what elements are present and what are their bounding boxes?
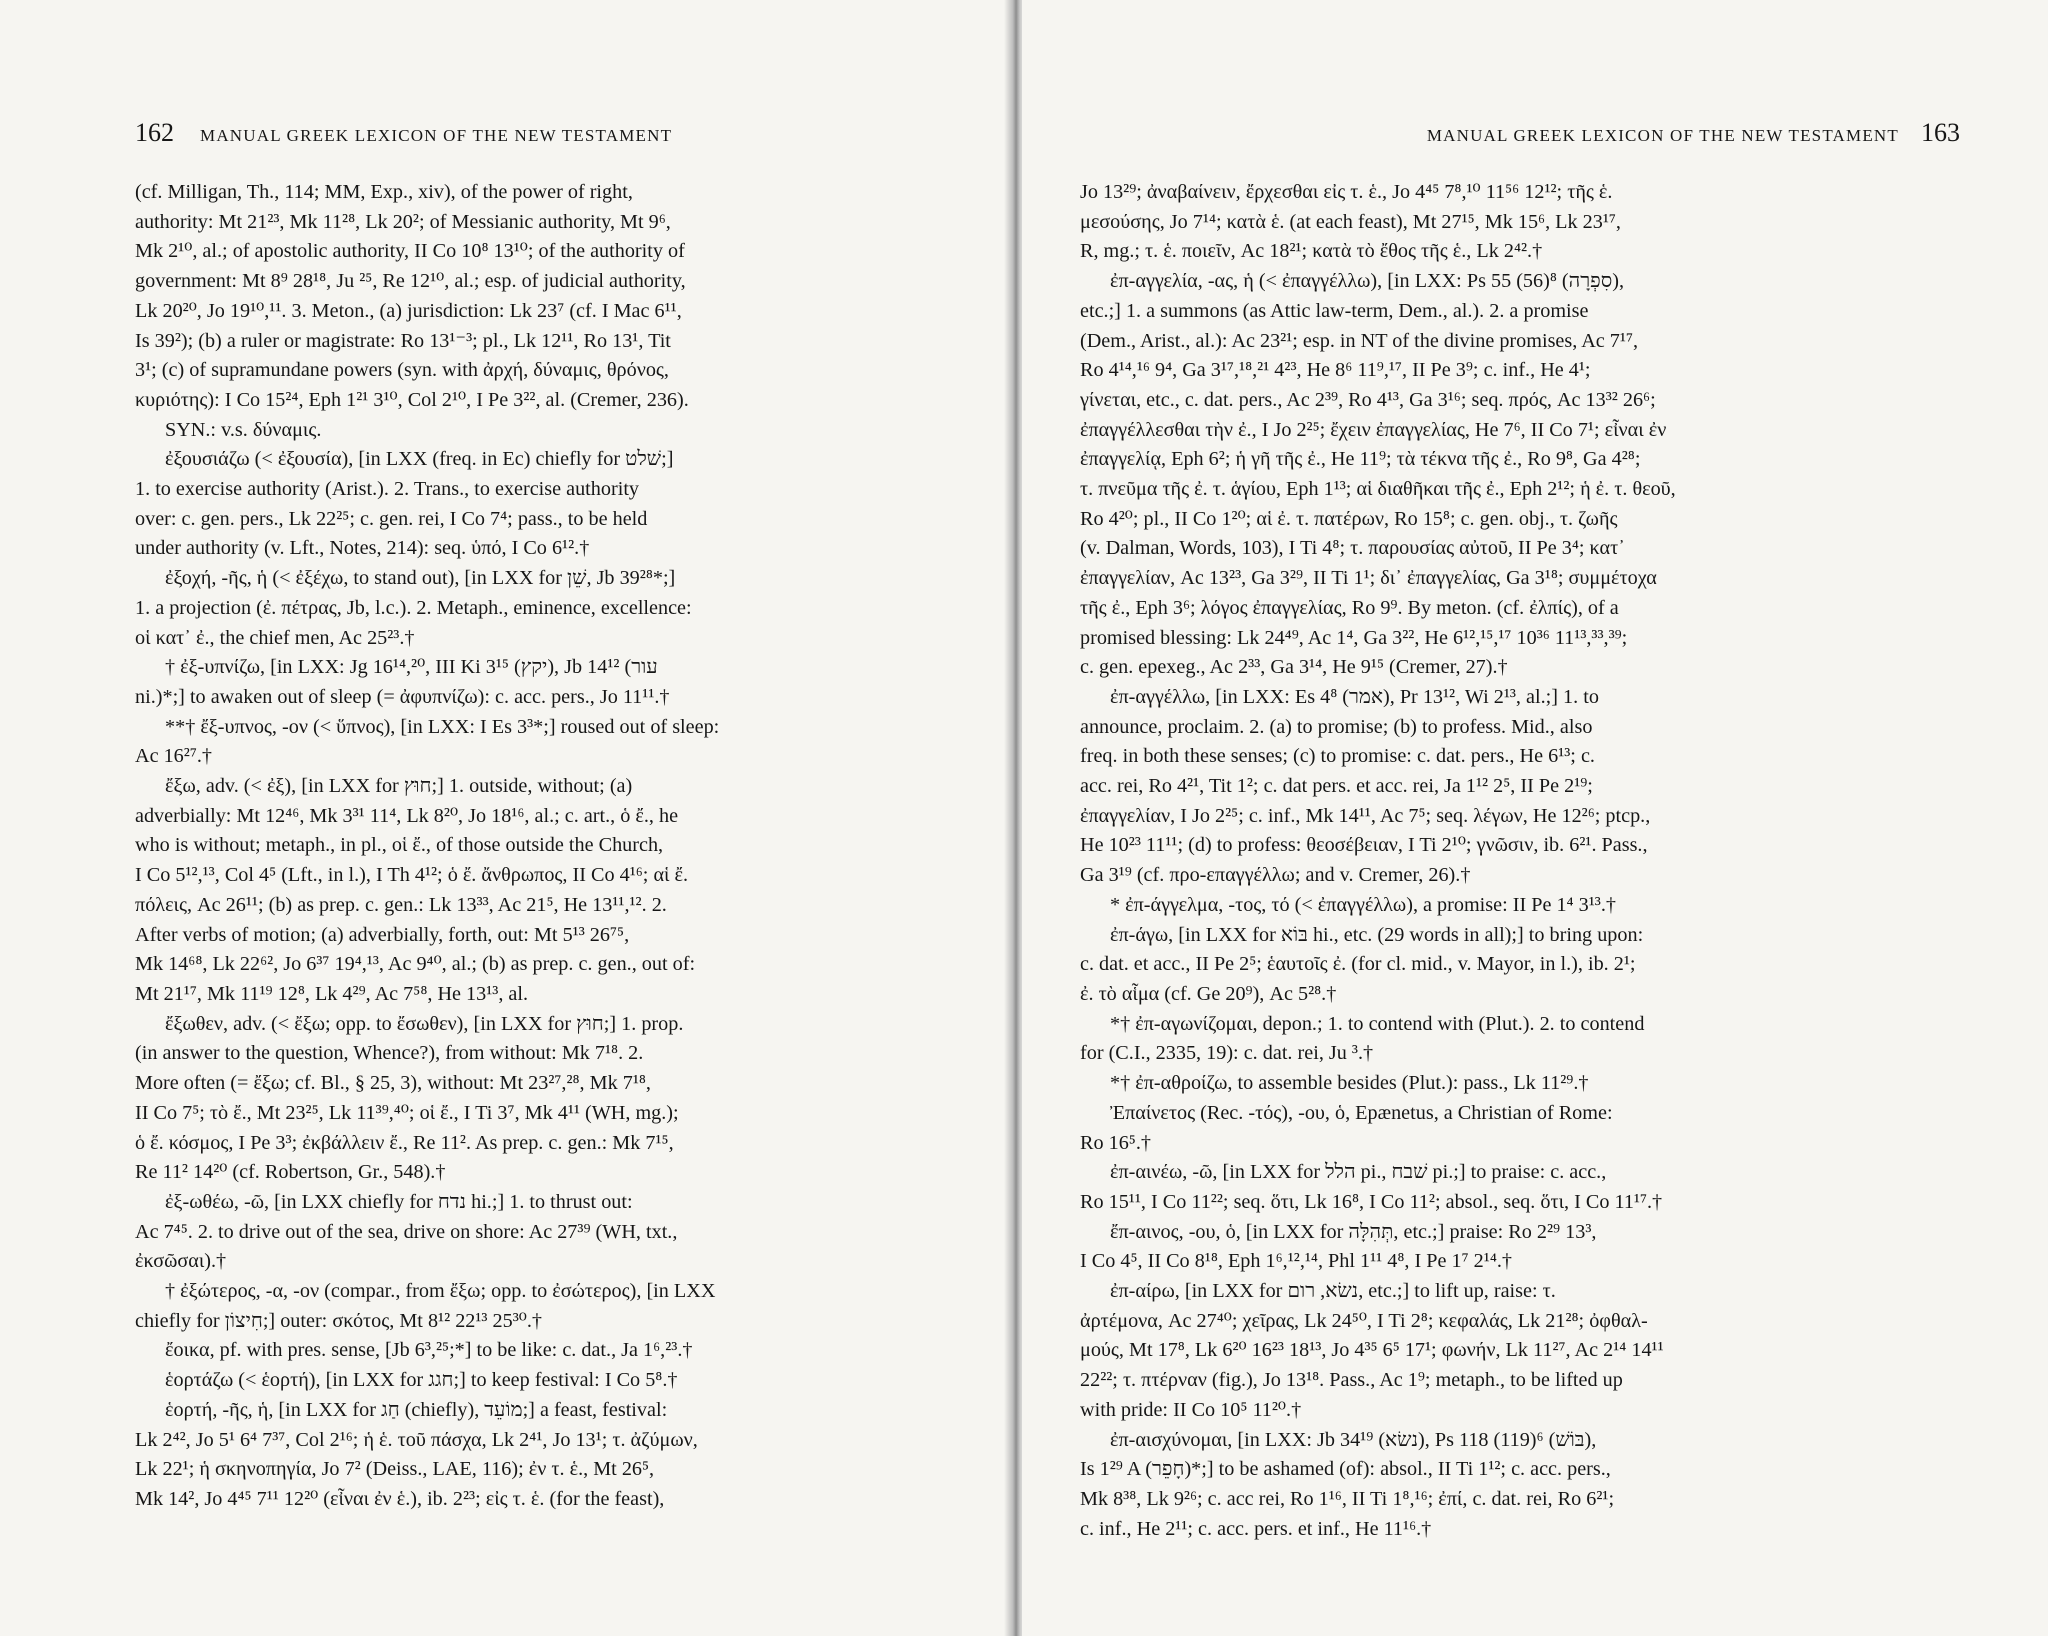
text-line: ἔξω, adv. (< ἐξ), [in LXX for חוּץ;] 1. outside, without; (a)	[165, 775, 633, 798]
text-line: over: c. gen. pers., Lk 22²⁵; c. gen. rei, I Co 7⁴; pass., to be held	[135, 507, 648, 530]
text-line: ἐπαγγελίαν, I Jo 2²⁵; c. inf., Mk 14¹¹, Ac 7⁵; seq. λέγων, He 12²⁶; ptcp.,	[1080, 804, 1651, 827]
text-line: He 10²³ 11¹¹; (d) to profess: θεοσέβειαν, I Ti 2¹⁰; γνῶσιν, ib. 6²¹. Pass.,	[1080, 834, 1648, 857]
text-line: I Co 4⁵, II Co 8¹⁸, Eph 1⁶,¹²,¹⁴, Phl 1¹¹ 4⁸, I Pe 1⁷ 2¹⁴.†	[1080, 1250, 1513, 1273]
right-running-head	[1080, 118, 1960, 160]
right-running-title: MANUAL GREEK LEXICON OF THE NEW TESTAMENT	[1426, 126, 1899, 145]
text-line: who is without; metaph., in pl., οἱ ἔ., of those outside the Church,	[135, 834, 664, 857]
text-line: **† ἔξ-υπνος, -ον (< ὕπνος), [in LXX: I Es 3³*;] roused out of sleep:	[165, 715, 720, 738]
left-page-number: 162	[135, 118, 174, 147]
text-line: II Co 7⁵; τὸ ἔ., Mt 23²⁵, Lk 11³⁹,⁴⁰; οἱ ἔ., I Ti 3⁷, Mk 4¹¹ (WH, mg.);	[135, 1101, 679, 1124]
text-line: I Co 5¹²,¹³, Col 4⁵ (Lft., in l.), I Th 4¹²; ὁ ἔ. ἄνθρωπος, II Co 4¹⁶; αἱ ἔ.	[135, 864, 689, 887]
text-line: More often (= ἔξω; cf. Bl., § 25, 3), without: Mt 23²⁷,²⁸, Mk 7¹⁸,	[135, 1072, 651, 1095]
text-line: Ac 7⁴⁵. 2. to drive out of the sea, drive on shore: Ac 27³⁹ (WH, txt.,	[135, 1220, 678, 1243]
text-line: κυριότης): I Co 15²⁴, Eph 1²¹ 3¹⁰, Col 2¹⁰, I Pe 3²², al. (Cremer, 236).	[135, 388, 689, 411]
text-line: ἐπ-αισχύνομαι, [in LXX: Jb 34¹⁹ (נשׂא), Ps 118 (119)⁶ (בּוֹשׁ),	[1110, 1428, 1597, 1451]
text-line: ni.)*;] to awaken out of sleep (= ἀφυπνίζω): c. acc. pers., Jo 11¹¹.†	[135, 685, 670, 708]
text-line: Mk 8³⁸, Lk 9²⁶; c. acc rei, Ro 1¹⁶, II Ti 1⁸,¹⁶; ἐπί, c. dat. rei, Ro 6²¹;	[1080, 1487, 1615, 1510]
text-line: μεσούσης, Jo 7¹⁴; κατὰ ἑ. (at each feast), Mt 27¹⁵, Mk 15⁶, Lk 23¹⁷,	[1080, 210, 1621, 233]
right-page-text	[1080, 178, 1960, 1544]
text-line: ἐξοχή, -ῆς, ἡ (< ἐξέχω, to stand out), [in LXX for שֵׁן, Jb 39²⁸*;]	[165, 567, 676, 590]
right-page-number: 163	[1921, 118, 1960, 147]
text-line: ἐπαγγελίᾳ, Eph 6²; ἡ γῆ τῆς ἐ., He 11⁹; τὰ τέκνα τῆς ἐ., Ro 9⁸, Ga 4²⁸;	[1080, 448, 1641, 471]
text-line: ἔοικα, pf. with pres. sense, [Jb 6³,²⁵;*] to be like: c. dat., Ja 1⁶,²³.†	[165, 1339, 693, 1362]
text-line: for (C.I., 2335, 19): c. dat. rei, Ju ³.†	[1080, 1042, 1374, 1065]
text-line: c. gen. epexeg., Ac 2³³, Ga 3¹⁴, He 9¹⁵ (Cremer, 27).†	[1080, 656, 1508, 679]
text-line: under authority (v. Lft., Notes, 214): seq. ὑπό, I Co 6¹².†	[135, 537, 590, 560]
text-line: Lk 2⁴², Jo 5¹ 6⁴ 7³⁷, Col 2¹⁶; ἡ ἑ. τοῦ πάσχα, Lk 2⁴¹, Jo 13¹; τ. ἀζύμων,	[135, 1428, 698, 1451]
text-line: announce, proclaim. 2. (a) to promise; (b) to profess. Mid., also	[1080, 715, 1593, 738]
text-line: SYN.: v.s. δύναμις.	[165, 418, 322, 441]
text-line: ἑορτάζω (< ἑορτή), [in LXX for חגג;] to keep festival: I Co 5⁸.†	[165, 1369, 678, 1392]
left-page	[0, 0, 1012, 1636]
text-line: ἔπ-αινος, -ου, ὁ, [in LXX for תְּהִלָּה, etc.;] praise: Ro 2²⁹ 13³,	[1110, 1220, 1597, 1243]
text-line: τ. πνεῦμα τῆς ἐ. τ. ἁγίου, Eph 1¹³; αἱ διαθῆκαι τῆς ἐ., Eph 2¹²; ἡ ἐ. τ. θεοῦ,	[1080, 478, 1676, 501]
text-line: μούς, Mt 17⁸, Lk 6²⁰ 16²³ 18¹³, Jo 4³⁵ 6⁵ 17¹; φωνήν, Lk 11²⁷, Ac 2¹⁴ 14¹¹	[1080, 1339, 1664, 1362]
text-line: γίνεται, etc., c. dat. pers., Ac 2³⁹, Ro 4¹³, Ga 3¹⁶; seq. πρός, Ac 13³² 26⁶;	[1080, 388, 1656, 411]
text-line: (in answer to the question, Whence?), from without: Mk 7¹⁸. 2.	[135, 1042, 644, 1065]
text-line: ἀρτέμονα, Ac 27⁴⁰; χεῖρας, Lk 24⁵⁰, I Ti 2⁸; κεφαλάς, Lk 21²⁸; ὀφθαλ-	[1080, 1309, 1648, 1332]
text-line: c. inf., He 2¹¹; c. acc. pers. et inf., He 11¹⁶.†	[1080, 1517, 1432, 1540]
text-line: etc.;] 1. a summons (as Attic law-term, Dem., al.). 2. a promise	[1080, 299, 1589, 322]
text-line: Is 1²⁹ A (חָפֵר)*;] to be ashamed (of): absol., II Ti 1¹²; c. acc. pers.,	[1080, 1458, 1611, 1481]
left-running-head	[135, 118, 960, 160]
text-line: c. dat. et acc., II Pe 2⁵; ἑαυτοῖς ἐ. (for cl. mid., v. Mayor, in l.), ib. 2¹;	[1080, 953, 1636, 976]
right-page	[1022, 0, 2048, 1636]
text-line: † ἐξώτερος, -α, -ον (compar., from ἔξω; opp. to ἐσώτερος), [in LXX	[165, 1280, 716, 1303]
text-line: After verbs of motion; (a) adverbially, forth, out: Mt 5¹³ 26⁷⁵,	[135, 923, 630, 946]
text-line: Mk 2¹⁰, al.; of apostolic authority, II Co 10⁸ 13¹⁰; of the authority of	[135, 240, 685, 263]
text-line: ἑορτή, -ῆς, ἡ, [in LXX for חַג (chiefly), מוֹעֵד;] a feast, festival:	[165, 1398, 668, 1421]
text-line: chiefly for חִיצוֹן;] outer: σκότος, Mt 8¹² 22¹³ 25³⁰.†	[135, 1309, 543, 1332]
text-line: 1. a projection (ἐ. πέτρας, Jb, l.c.). 2. Metaph., eminence, excellence:	[135, 596, 692, 619]
text-line: † ἐξ-υπνίζω, [in LXX: Jg 16¹⁴,²⁰, III Ki 3¹⁵ (יקץ), Jb 14¹² (עור	[165, 656, 658, 679]
text-line: *† ἐπ-αθροίζω, to assemble besides (Plut.): pass., Lk 11²⁹.†	[1110, 1072, 1589, 1095]
text-line: Mt 21¹⁷, Mk 11¹⁹ 12⁸, Lk 4²⁹, Ac 7⁵⁸, He 13¹³, al.	[135, 982, 529, 1005]
text-line: ἔξωθεν, adv. (< ἔξω; opp. to ἔσωθεν), [in LXX for חוּץ;] 1. prop.	[165, 1012, 684, 1035]
text-line: ἐκσῶσαι).†	[135, 1250, 227, 1273]
text-line: Mk 14², Jo 4⁴⁵ 7¹¹ 12²⁰ (εἶναι ἐν ἑ.), ib. 2²³; εἰς τ. ἑ. (for the feast),	[135, 1487, 665, 1510]
text-line: Jo 13²⁹; ἀναβαίνειν, ἔρχεσθαι εἰς τ. ἑ., Jo 4⁴⁵ 7⁸,¹⁰ 11⁵⁶ 12¹²; τῆς ἑ.	[1080, 181, 1613, 203]
text-line: freq. in both these senses; (c) to promise: c. dat. pers., He 6¹³; c.	[1080, 745, 1595, 768]
text-line: Ro 15¹¹, I Co 11²²; seq. ὅτι, Lk 16⁸, I Co 11²; absol., seq. ὅτι, I Co 11¹⁷.†	[1080, 1190, 1663, 1213]
text-line: * ἐπ-άγγελμα, -τος, τό (< ἐπαγγέλλω), a promise: II Pe 1⁴ 3¹³.†	[1110, 893, 1616, 916]
text-line: ἐπ-αίρω, [in LXX for נשׂא, רום, etc.;] to lift up, raise: τ.	[1110, 1280, 1556, 1303]
text-line: ἐπ-αγγέλλω, [in LXX: Es 4⁸ (אמר), Pr 13¹², Wi 2¹³, al.;] 1. to	[1110, 685, 1599, 708]
text-line: (v. Dalman, Words, 103), I Ti 4⁸; τ. παρουσίας αὐτοῦ, II Pe 3⁴; κατ᾽	[1080, 537, 1625, 560]
text-line: (cf. Milligan, Th., 114; MM, Exp., xiv), of the power of right,	[135, 181, 633, 203]
text-line: Is 39²); (b) a ruler or magistrate: Ro 13¹⁻³; pl., Lk 12¹¹, Ro 13¹, Tit	[135, 329, 671, 352]
text-line: 3¹; (c) of supramundane powers (syn. with ἀρχή, δύναμις, θρόνος,	[135, 359, 669, 382]
text-line: Lk 20²⁰, Jo 19¹⁰,¹¹. 3. Meton., (a) jurisdiction: Lk 23⁷ (cf. I Mac 6¹¹,	[135, 299, 682, 322]
left-page-text	[135, 178, 960, 1515]
text-line: Lk 22¹; ἡ σκηνοπηγία, Jo 7² (Deiss., LAE, 116); ἐν τ. ἑ., Mt 26⁵,	[135, 1458, 655, 1481]
text-line: with pride: II Co 10⁵ 11²⁰.†	[1080, 1398, 1302, 1421]
text-line: Ac 16²⁷.†	[135, 745, 213, 768]
text-line: Re 11² 14²⁰ (cf. Robertson, Gr., 548).†	[135, 1161, 446, 1184]
text-line: ἐξ-ωθέω, -ῶ, [in LXX chiefly for נדח hi.;] 1. to thrust out:	[165, 1190, 633, 1213]
text-line: ἐ. τὸ αἷμα (cf. Ge 20⁹), Ac 5²⁸.†	[1080, 982, 1337, 1005]
text-line: ὁ ἔ. κόσμος, I Pe 3³; ἐκβάλλειν ἔ., Re 11². As prep. c. gen.: Mk 7¹⁵,	[135, 1131, 674, 1154]
text-line: πόλεις, Ac 26¹¹; (b) as prep. c. gen.: Lk 13³³, Ac 21⁵, He 13¹¹,¹². 2.	[135, 893, 667, 916]
text-line: Ro 4¹⁴,¹⁶ 9⁴, Ga 3¹⁷,¹⁸,²¹ 4²³, He 8⁶ 11⁹,¹⁷, II Pe 3⁹; c. inf., He 4¹;	[1080, 359, 1591, 382]
text-line: (Dem., Arist., al.): Ac 23²¹; esp. in NT of the divine promises, Ac 7¹⁷,	[1080, 329, 1639, 352]
text-line: Mk 14⁶⁸, Lk 22⁶², Jo 6³⁷ 19⁴,¹³, Ac 9⁴⁰, al.; (b) as prep. c. gen., out of:	[135, 953, 696, 976]
text-line: ἐπ-αγγελία, -ας, ἡ (< ἐπαγγέλλω), [in LXX: Ps 55 (56)⁸ (סִפְרָה),	[1110, 270, 1625, 293]
text-line: government: Mt 8⁹ 28¹⁸, Ju ²⁵, Re 12¹⁰, al.; esp. of judicial authority,	[135, 270, 686, 293]
text-line: ἐπαγγελίαν, Ac 13²³, Ga 3²⁹, II Ti 1¹; δι᾽ ἐπαγγελίας, Ga 3¹⁸; συμμέτοχα	[1080, 567, 1657, 590]
text-line: Ro 4²⁰; pl., II Co 1²⁰; αἱ ἐ. τ. πατέρων, Ro 15⁸; c. gen. obj., τ. ζωῆς	[1080, 507, 1618, 530]
text-line: 22²²; τ. πτέρναν (fig.), Jo 13¹⁸. Pass., Ac 1⁹; metaph., to be lifted up	[1080, 1369, 1623, 1392]
text-line: ἐπαγγέλλεσθαι τὴν ἐ., I Jo 2²⁵; ἔχειν ἐπαγγελίας, He 7⁶, II Co 7¹; εἶναι ἐν	[1080, 418, 1667, 441]
text-line: ἐπ-άγω, [in LXX for בּוֹא hi., etc. (29 words in all);] to bring upon:	[1110, 923, 1644, 946]
text-line: τῆς ἐ., Eph 3⁶; λόγος ἐπαγγελίας, Ro 9⁹. By meton. (cf. ἐλπίς), of a	[1080, 596, 1619, 619]
text-line: authority: Mt 21²³, Mk 11²⁸, Lk 20²; of Messianic authority, Mt 9⁶,	[135, 210, 671, 233]
text-line: *† ἐπ-αγωνίζομαι, depon.; 1. to contend with (Plut.). 2. to contend	[1110, 1012, 1645, 1035]
text-line: ἐπ-αινέω, -ῶ, [in LXX for הלל pi., שׁבח pi.;] to praise: c. acc.,	[1110, 1161, 1607, 1184]
text-line: 1. to exercise authority (Arist.). 2. Trans., to exercise authority	[135, 478, 640, 501]
text-line: Ἐπαίνετος (Rec. -τός), -ου, ὁ, Epænetus, a Christian of Rome:	[1110, 1101, 1613, 1124]
text-line: Ga 3¹⁹ (cf. προ-επαγγέλλω; and v. Cremer, 26).†	[1080, 864, 1471, 887]
text-line: οἱ κατ᾽ ἐ., the chief men, Ac 25²³.†	[135, 626, 415, 649]
text-line: adverbially: Mt 12⁴⁶, Mk 3³¹ 11⁴, Lk 8²⁰, Jo 18¹⁶, al.; c. art., ὁ ἔ., he	[135, 804, 679, 827]
left-running-title: MANUAL GREEK LEXICON OF THE NEW TESTAMENT	[200, 126, 673, 145]
text-line: R, mg.; τ. ἑ. ποιεῖν, Ac 18²¹; κατὰ τὸ ἔθος τῆς ἑ., Lk 2⁴².†	[1080, 240, 1543, 263]
text-line: acc. rei, Ro 4²¹, Tit 1²; c. dat pers. et acc. rei, Ja 1¹² 2⁵, II Pe 2¹⁹;	[1080, 775, 1593, 798]
text-line: promised blessing: Lk 24⁴⁹, Ac 1⁴, Ga 3²², He 6¹²,¹⁵,¹⁷ 10³⁶ 11¹³,³³,³⁹;	[1080, 626, 1628, 649]
text-line: Ro 16⁵.†	[1080, 1131, 1151, 1154]
text-line: ἐξουσιάζω (< ἐξουσία), [in LXX (freq. in Ec) chiefly for שׁלט;]	[165, 448, 674, 471]
